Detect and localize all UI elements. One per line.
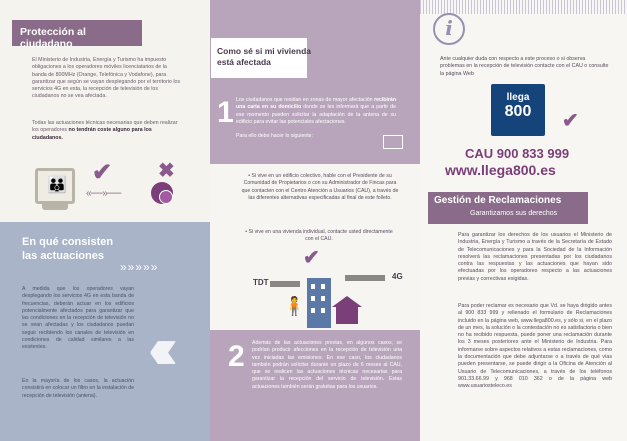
window-icon [321,308,325,313]
technician-icon: 🧍 [283,296,306,316]
logo-number: 800 [504,103,532,120]
actions-title [22,236,113,264]
claims-paragraph-1: Para garantizar los derechos de los usuarios el Ministerio de Industria, Energía y Turismo a través de la Secretaría de Estado de Telecomunicaciones y para la Sociedad de la Información resolverá las reclamaciones presentadas por los ciudadanos contra las respuestas y las actuaciones que hayan sido efectuadas por los operadores respecto a las actuaciones previas y correctivas exigidas. [458,232,612,282]
cost-paragraph [32,120,182,142]
arrow-right-icon [270,281,300,287]
how-title-line1: Como sé si mi vivienda [217,46,312,56]
tv-stand-icon [42,204,68,210]
signal-arrows-icon: «-----»------ [86,188,121,199]
cost-text: Todas las actuaciones técnicas necesarias que deben realizar los operadores [32,120,178,134]
how-title-line2: está afectada [217,56,271,67]
llega800-logo [491,84,545,136]
logo-text: llega [506,92,530,103]
check-icon: ✔ [92,159,113,186]
step2-number: 2 [228,340,245,373]
step2-text: Además de las actuaciones previas, en algunos casos, se podrían producir afecciones en la recepción de televisión una vez iniciadas las emisiones. En ese caso, los ciudadanos también podrán solicitar durante un plazo de 6 meses al CAU, que se realicen las actuaciones técnicas necesarias para garantizar la recepción del servicio de televisión. Estas actuaciones también serán gratuitas para los usuarios. [252,340,402,390]
cau-phone[interactable]: CAU 900 833 999 [465,146,570,161]
stripes-decoration [420,0,627,14]
actions-title-line2: las actuaciones [22,249,104,262]
claims-subtitle: Garantizamos sus derechos [470,210,558,217]
cost-emphasis: no tendrán coste alguno para los ciudadanos. [32,127,152,141]
window-icon [321,296,325,301]
arrow-left-icon [345,275,385,281]
house-icon [336,306,358,324]
actions-title-line1: En qué consisten [22,236,114,248]
step1-text-a: Los ciudadanos que residan en zonas de mayor afectación [236,97,375,103]
how-title [217,46,311,67]
contact-intro: Ante cualquier duda con respecto a este proceso o si observa problemas en la recepción de televisión contacte con el CAU o consulte la página Web [440,56,609,77]
big-chevron-left-icon: ‹‹‹ [148,316,164,381]
family-icon: 👪 [47,177,67,194]
building-icon [307,278,331,328]
step1-text-c: donde se les informará que a partir de ese momento pueden solicitar la adaptación de la antena de su edificio para evitar las potenciales afectaciones. [236,104,396,125]
step1-text-d: Para ello debe hacer lo siguiente: [236,133,313,140]
window-icon [311,296,315,301]
4g-label: 4G [392,272,403,281]
claims-title: Gestión de Reclamaciones [434,195,562,206]
cross-icon: ✖ [158,160,175,182]
window-icon [321,284,325,289]
actions-paragraph-2: En la mayoría de los casos, la actuación consistirá en colocar un filtro en la instalación de recepción de televisión (antena). [22,378,134,399]
check-icon: ✔ [562,110,579,132]
protection-paragraph: El Ministerio de Industria, Energía y Turismo ha impuesto obligaciones a los operadores móviles licenciatarios de la banda de 800MHz (Orange, Telefónica y Vodafone), para garantizar que según se vayan desplegando por el territorio los servicios 4G en esta, la recepción de televisión de los ciudadanos no se vea afectada. [32,57,181,100]
check-icon: ✔ [303,247,320,269]
step1-text-bold: recibirán una carta en su domicilio [236,97,396,111]
window-icon [311,284,315,289]
info-icon: i [433,13,465,45]
window-icon [311,308,315,313]
tdt-label: TDT [253,278,269,287]
chevrons-right-icon: »»»»» [120,260,159,274]
claims-paragraph-2: Para poder reclamar es necesario que Vd. se haya dirigido antes al 900 833 999 y rellenado el formulario de Reclamaciones incluido en la página web, www.llega800.es, y sólo si, en el plazo de un mes, la solución o la contestación no es satisfactoria o bien no ha recibido respuesta, puede poner una reclamación durante los 3 meses posteriores ante el Ministerio de Industria. Para informarse sobre aspectos relativos a estas reclamaciones, como la documentación que debe adjuntarse o a través de qué vías pueden presentarse, se puede dirigir a la Oficina de Atención al Usuario de Telecomunicaciones, a través de los teléfonos 901.33.66.99 y 968 010 362 o de la página web www.usuariosteleco.es [458,303,612,390]
actions-paragraph-1: A medida que los operadores vayan desplegando los servicios 4G en esta banda de frecuencias, deberán actuar en los edificios potencialmente afectados para garantizar que las condiciones en la recepción de televisión no se vean afectadas y los ciudadanos puedan seguir recibiendo los canales de televisión en condiciones de calidad similares a las existentes. [22,286,134,351]
envelope-icon [383,135,403,149]
cost-coin-front-icon [159,190,173,204]
step1-text [236,97,396,141]
bullet-collective: • Si vive en un edificio colectivo, hable con el Presidente de su Comunidad de Propietarios o con su Administrador de Fincas para que contacten con el Centro Atención a Usuarios (CAU), a través de las diferentes alternativas especificadas al final de este folleto. [241,173,399,201]
step1-number: 1 [217,96,234,129]
bullet-individual: • Si vive en una vivienda individual, contacte usted directamente con el CAU. [245,229,393,243]
protection-title: Protección al ciudadano [12,20,142,46]
website-link[interactable]: www.llega800.es [445,162,556,178]
